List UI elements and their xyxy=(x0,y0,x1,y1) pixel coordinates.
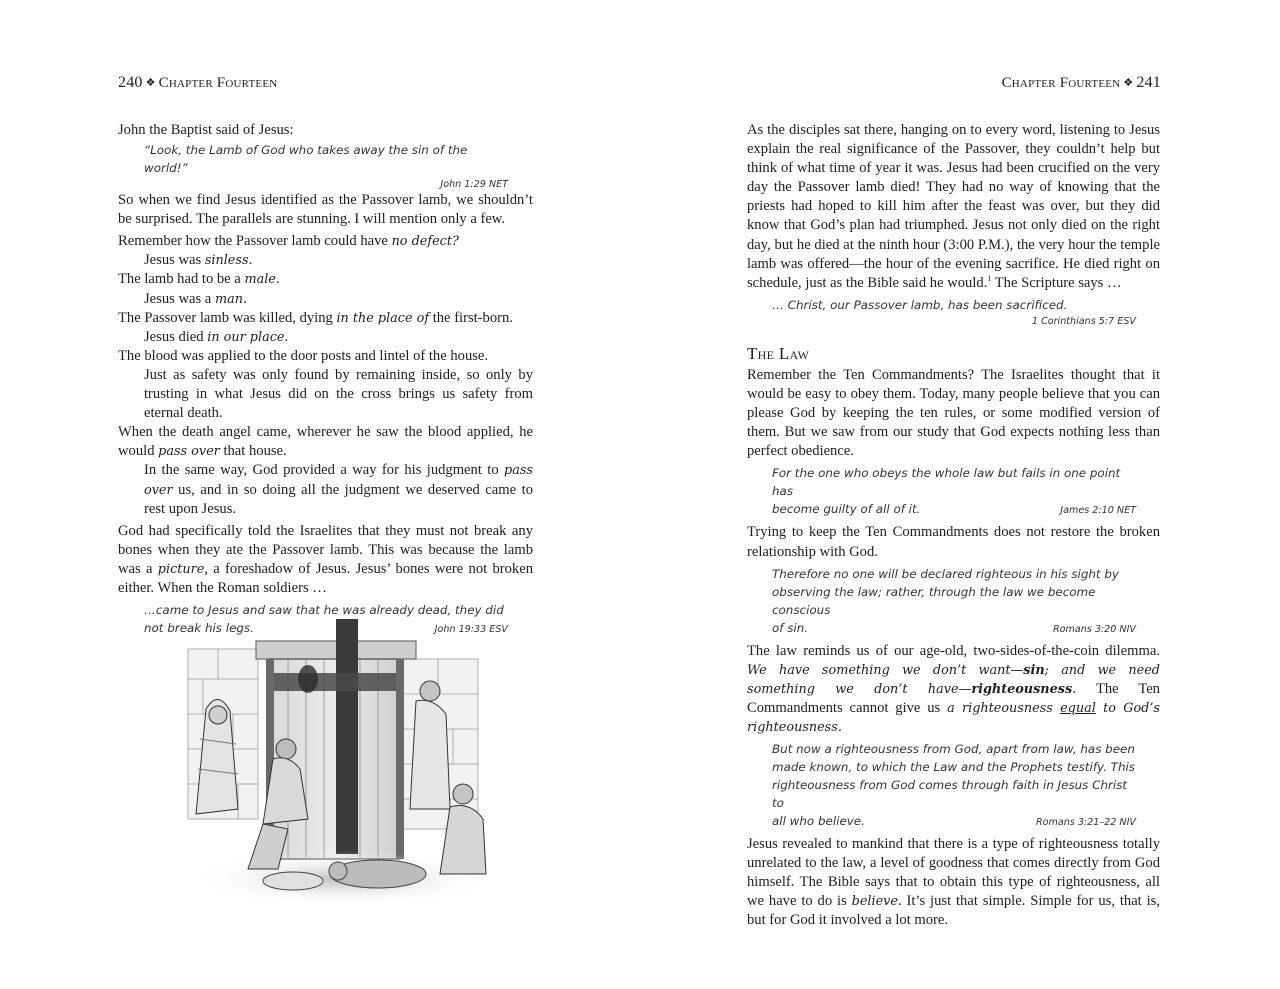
paragraph: The blood was applied to the door posts and lintel of the house. xyxy=(118,347,489,364)
ornament-icon: ❖ xyxy=(1123,77,1134,89)
text-run: , a foreshadow of Jesus. Jesus’ bones were not broken either. When the Roman soldiers … xyxy=(118,560,533,596)
passover-illustration xyxy=(178,619,498,921)
right-chapter-title: Chapter Fourteen xyxy=(1001,75,1121,91)
basin xyxy=(263,872,323,890)
left-chapter-title: Chapter Fourteen xyxy=(158,75,278,91)
paragraph xyxy=(747,642,1160,737)
emphasis-bold: righteousness xyxy=(971,681,1073,697)
text-run: Jesus revealed to mankind that there is a type of righteousness totally unrelated to the law, a level of goodness that comes directly from God himself. The Bible says that to obtain this type of righteousness, all we have to do is xyxy=(747,836,1160,910)
paragraph xyxy=(747,835,1160,930)
paragraph xyxy=(118,522,533,598)
paragraph-indented xyxy=(118,461,533,518)
quote-reference-line xyxy=(772,314,1136,328)
emphasis: man. xyxy=(214,291,248,307)
quote-block xyxy=(747,565,1136,639)
paragraph-indented: Just as safety was only found by remaining inside, so only by trusting in what Jesus did on the cross brings us safety from eternal death. xyxy=(144,366,533,422)
section-heading: The Law xyxy=(747,343,810,363)
emphasis: sinless. xyxy=(204,253,253,269)
emphasis: in our place. xyxy=(207,329,289,345)
paragraph: So when we find Jesus identified as the Passover lamb, we shouldn’t be surprised. The parallels are stunning. I will mention only a few. xyxy=(118,192,533,228)
right-running-head xyxy=(1002,74,1161,92)
intro-line: John the Baptist said of Jesus: xyxy=(118,122,294,138)
quote-line: righteousness from God comes through faith in Jesus Christ to xyxy=(772,778,1128,811)
text-run: Remember how the Passover lamb could have xyxy=(118,233,392,250)
emphasis: male. xyxy=(244,272,280,288)
paragraph: Trying to keep the Ten Commandments does not restore the broken relationship with God. xyxy=(747,524,1160,560)
paragraph xyxy=(118,270,533,289)
quote-block xyxy=(747,296,1136,328)
emphasis: ; and we need something we don’t have— xyxy=(747,662,1160,697)
quote-line: Therefore no one will be declared righteous in his sight by xyxy=(772,566,1119,581)
paragraph xyxy=(118,423,533,461)
emphasis-bold: sin xyxy=(1023,662,1045,678)
emphasis: in the place of xyxy=(336,310,430,326)
paragraph-indented xyxy=(118,290,533,309)
text-run: Jesus was a xyxy=(144,290,215,307)
emphasis-underlined: equal xyxy=(1060,700,1096,716)
quote-line: all who believe. xyxy=(772,814,865,829)
text-run: As the disciples sat there, hanging on to every word, listening to Jesus explain the real significance of the Passover, they couldn’t help but think of what time of year it was. Jesus had been crucified on the very day the Passover lamb died! They had no way of knowing that the priests had hoped to kill him after the feast was over, but they did know that God’s plan had triumphed. Jesus not only died on the right day, but he died at the ninth hour (3:00 P.M.), the very hour the temple lamb was offered—the hour of the evening sacrifice. He died right on schedule, just as the Bible said he would. xyxy=(747,122,1160,291)
emphasis: a righteousness xyxy=(947,700,1061,716)
quote-line: not break his legs. xyxy=(144,621,254,636)
left-page-number: 240 xyxy=(118,74,143,91)
quote-line: For the one who obeys the whole law but fails in one point has xyxy=(772,466,1121,499)
left-running-head xyxy=(118,74,277,92)
text-run: The Ten Commandments cannot give us xyxy=(747,680,1160,716)
quote-line: become guilty of all of it. xyxy=(772,502,921,517)
quote-reference: 1 Corinthians 5:7 ESV xyxy=(1031,315,1136,327)
quote-line: observing the law; rather, through the law we become conscious xyxy=(772,584,1096,617)
text-run: the first-born. xyxy=(429,309,513,326)
text-run: Jesus was xyxy=(144,252,205,269)
left-body xyxy=(118,121,533,639)
quote-block xyxy=(747,464,1136,520)
emphasis: pass over xyxy=(144,463,533,498)
text-run: God had specifically told the Israelites that they must not break any bones when they ate the Passover lamb. This was because the lamb was a xyxy=(118,522,533,577)
right-page xyxy=(640,0,1280,989)
cross-mark xyxy=(336,619,358,854)
text-run: . It’s just that simple. Simple for us, that is, but for God it involved a lot more. xyxy=(747,893,1160,929)
footnote-marker: 1 xyxy=(987,273,992,283)
quote-reference: John 1:29 NET xyxy=(440,179,508,191)
emphasis: pass over xyxy=(158,444,220,460)
lamb xyxy=(329,860,426,888)
quote-reference-line xyxy=(144,177,508,191)
emphasis: picture xyxy=(157,561,205,577)
text-run: The lamb had to be a xyxy=(118,271,245,288)
paragraph xyxy=(747,121,1160,293)
quote-line: But now a righteousness from God, apart from law, has been xyxy=(772,742,1135,757)
ornament-icon: ❖ xyxy=(145,77,156,89)
paragraph xyxy=(118,232,533,251)
text-run: When the death angel came, wherever he saw the blood applied, he would xyxy=(118,424,533,460)
text-run: The law reminds us of our age-old, two-sides-of-the-coin dilemma. xyxy=(747,642,1160,659)
quote-reference: James 2:10 NET xyxy=(1060,505,1136,517)
quote-line: of sin. xyxy=(772,620,809,635)
quote-line-with-ref xyxy=(772,500,1136,520)
quote-text: “Look, the Lamb of God who takes away the sin of the world!” xyxy=(144,143,468,176)
paragraph xyxy=(118,309,533,328)
quote-line-with-ref xyxy=(772,812,1136,832)
text-run: The Passover lamb was killed, dying xyxy=(118,309,337,326)
quote-reference: Romans 3:20 NIV xyxy=(1052,623,1136,635)
emphasis: to God’s righteousness. xyxy=(747,700,1160,735)
emphasis: We have something we don’t want— xyxy=(747,662,1024,678)
right-page-number: 241 xyxy=(1136,74,1161,91)
quote-line: made known, to which the Law and the Prophets testify. This xyxy=(772,760,1135,775)
paragraph-indented xyxy=(118,328,533,347)
emphasis: believe xyxy=(851,894,898,910)
emphasis: . xyxy=(1072,681,1077,697)
quote-line-with-ref xyxy=(772,619,1136,639)
emphasis: no defect? xyxy=(391,234,459,250)
paragraph-indented xyxy=(118,251,533,270)
text-run: us, and in so doing all the judgment we deserved came to rest upon Jesus. xyxy=(144,481,533,517)
quote-block xyxy=(747,740,1136,832)
quote-reference: John 19:33 ESV xyxy=(434,624,508,636)
right-body xyxy=(747,121,1160,931)
text-run: In the same way, God provided a way for his judgment to xyxy=(144,462,505,479)
quote-reference: Romans 3:21–22 NIV xyxy=(1035,817,1136,829)
quote-line: …came to Jesus and saw that he was already dead, they did xyxy=(144,603,504,618)
quote-text: … Christ, our Passover lamb, has been sacrificed. xyxy=(772,297,1068,312)
text-run: Jesus died xyxy=(144,328,208,345)
quote-block xyxy=(118,141,508,191)
paragraph: Remember the Ten Commandments? The Israelites thought that it would be easy to obey them. Today, many people believe that you can please God by keeping the ten rules, or some modified version of them. But we saw from our study that God expects nothing less than perfect obedience. xyxy=(747,366,1160,460)
text-run: that house. xyxy=(219,443,287,460)
text-run: The Scripture says … xyxy=(991,274,1122,291)
